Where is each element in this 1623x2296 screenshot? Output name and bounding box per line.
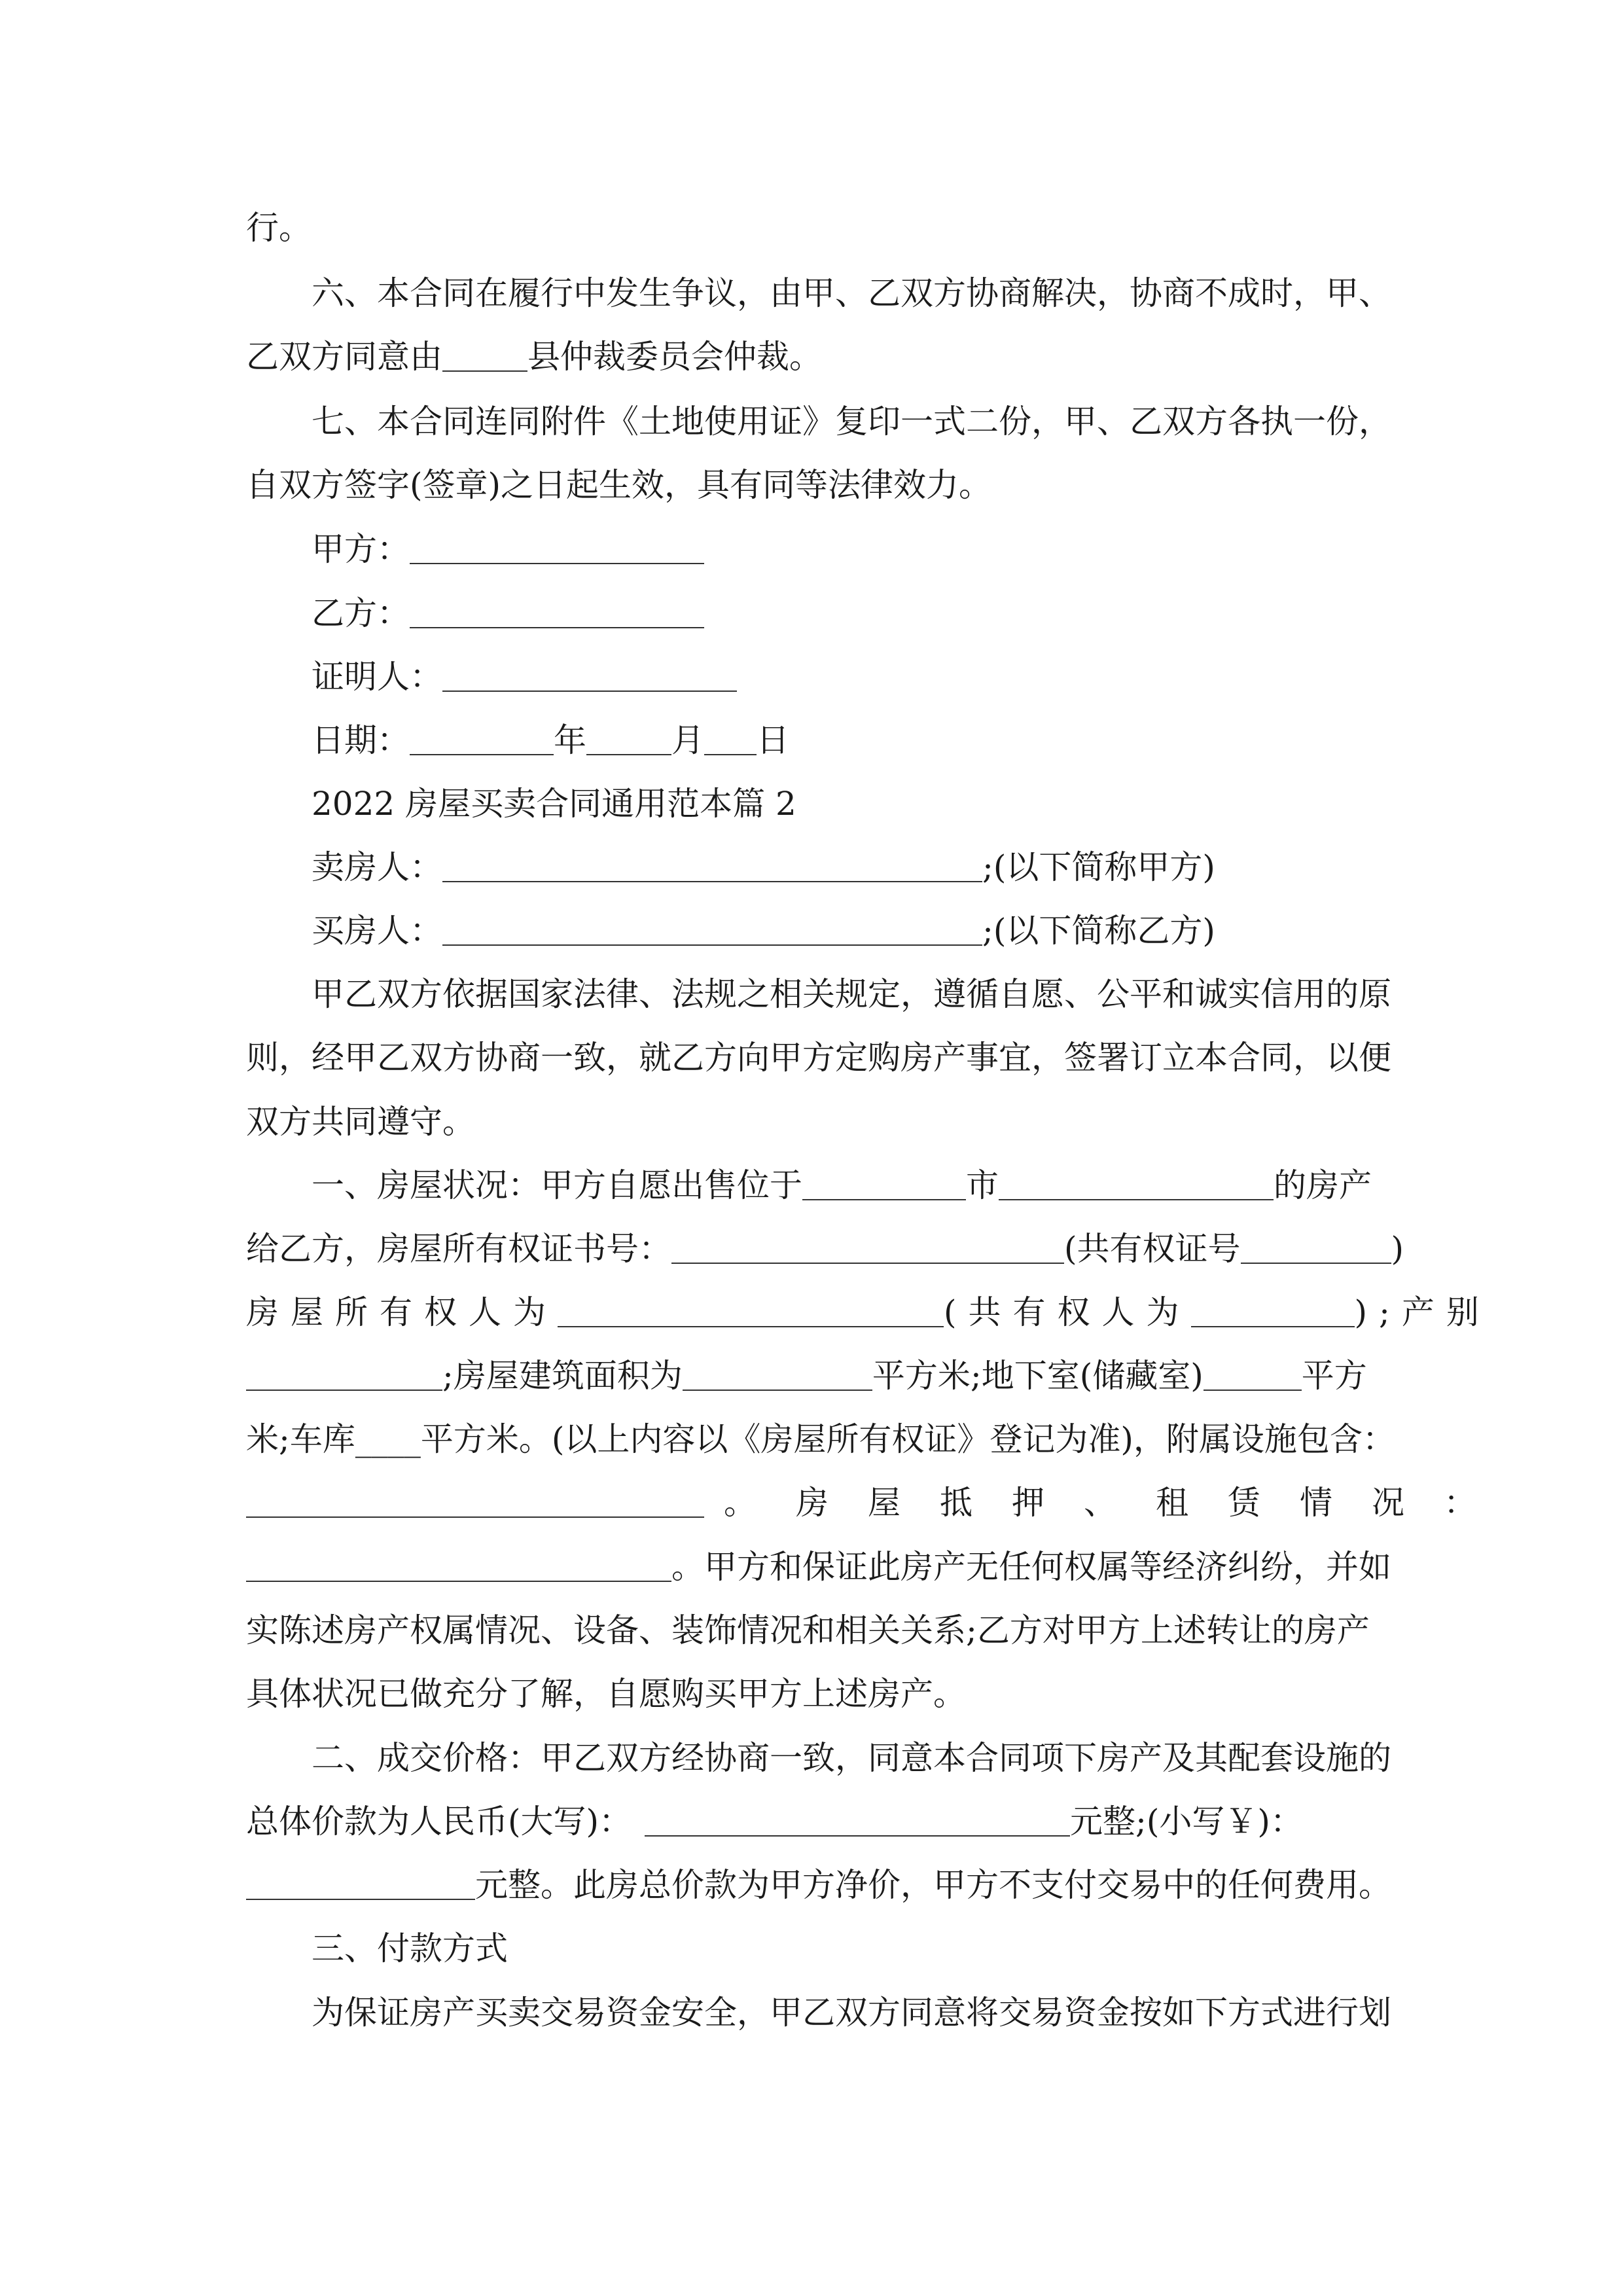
witness-label: 证明人： xyxy=(312,658,442,696)
year-label: 年 xyxy=(554,721,586,759)
address-field[interactable] xyxy=(999,1173,1274,1200)
text-segment: 总体价款为人民币(大写)： xyxy=(246,1803,632,1840)
party-b-label: 乙方： xyxy=(312,594,410,632)
text-segment: (共有权证号 xyxy=(1064,1230,1241,1268)
text-segment: 。房屋抵押、租赁情况： xyxy=(724,1484,1516,1522)
witness-signature-row xyxy=(312,658,1444,696)
floor-area-field[interactable] xyxy=(683,1363,872,1391)
seller-label: 卖房人： xyxy=(312,848,442,886)
text-segment: 平方 xyxy=(1301,1357,1367,1395)
city-field[interactable] xyxy=(802,1173,966,1200)
date-day-field[interactable] xyxy=(704,728,757,755)
buyer-note: ;(以下简称乙方) xyxy=(982,912,1215,950)
basement-area-field[interactable] xyxy=(1204,1363,1302,1391)
text-segment: 。甲方和保证此房产无任何权属等经济纠纷，并如 xyxy=(671,1548,1391,1586)
buyer-label: 买房人： xyxy=(312,912,442,950)
text-segment: (共有权人为 xyxy=(944,1293,1191,1331)
preamble-line-3: 双方共同遵守。 xyxy=(246,1103,475,1141)
text-segment: );产别 xyxy=(1354,1293,1491,1331)
party-a-label: 甲方： xyxy=(312,530,410,568)
property-status-line-5: 米;车库____平方米。(以上内容以《房屋所有权证》登记为准)，附属设施包含： xyxy=(246,1420,1395,1458)
preamble-line-2: 则，经甲乙双方协商一致，就乙方向甲方定购房产事宜，签署订立本合同，以便 xyxy=(246,1039,1391,1077)
date-row xyxy=(312,721,1444,759)
date-label: 日期： xyxy=(312,721,410,759)
price-clause-line: 二、成交价格：甲乙双方经协商一致，同意本合同项下房产及其配套设施的 xyxy=(312,1739,1391,1777)
buyer-name-field[interactable] xyxy=(442,918,982,946)
paragraph-line: 行。 xyxy=(246,209,312,247)
price-clause-line-3 xyxy=(246,1866,1391,1904)
price-uppercase-field[interactable] xyxy=(645,1809,1070,1837)
clause-seven-line: 七、本合同连同附件《土地使用证》复印一式二份，甲、乙双方各执一份， xyxy=(312,403,1391,440)
preamble-line: 甲乙双方依据国家法律、法规之相关规定，遵循自愿、公平和诚实信用的原 xyxy=(312,975,1391,1013)
day-label: 日 xyxy=(757,721,789,759)
blank-county-field[interactable] xyxy=(442,344,527,372)
text-segment: 元整;(小写￥)： xyxy=(1070,1803,1303,1840)
date-month-field[interactable] xyxy=(586,728,671,755)
certificate-number-field[interactable] xyxy=(671,1236,1064,1264)
price-numeric-field[interactable] xyxy=(246,1873,475,1900)
clause-six-line-2 xyxy=(246,338,1378,376)
party-b-signature-field[interactable] xyxy=(410,601,704,628)
text-segment: ;房屋建筑面积为 xyxy=(442,1357,683,1395)
month-label: 月 xyxy=(671,721,704,759)
property-status-line-4 xyxy=(246,1357,1378,1395)
property-status-line-8: 实陈述房产权属情况、设备、装饰情况和相关关系;乙方对甲方上述转让的房产 xyxy=(246,1611,1370,1649)
text-segment: ) xyxy=(1391,1230,1404,1268)
text-segment: 一、房屋状况：甲方自愿出售位于 xyxy=(312,1166,802,1204)
buyer-row xyxy=(312,912,1444,950)
payment-clause-line: 为保证房产买卖交易资金安全，甲乙双方同意将交易资金按如下方式进行划 xyxy=(312,1994,1391,2032)
party-a-signature-field[interactable] xyxy=(410,537,704,564)
co-ownership-certificate-field[interactable] xyxy=(1241,1236,1391,1264)
property-status-line-3 xyxy=(246,1293,1491,1331)
party-a-signature-row xyxy=(312,530,1444,568)
property-type-field[interactable] xyxy=(246,1363,442,1391)
text-segment: 的房产 xyxy=(1274,1166,1372,1204)
property-status-line-7 xyxy=(246,1548,1391,1586)
seller-note: ;(以下简称甲方) xyxy=(982,848,1215,886)
text-segment: 给乙方，房屋所有权证书号： xyxy=(246,1230,671,1268)
ancillary-facilities-field[interactable] xyxy=(246,1490,704,1518)
clause-seven-line-2: 自双方签字(签章)之日起生效，具有同等法律效力。 xyxy=(246,466,992,504)
seller-name-field[interactable] xyxy=(442,855,982,882)
text-segment: 元整。此房总价款为甲方净价，甲方不支付交易中的任何费用。 xyxy=(475,1866,1391,1904)
property-status-line xyxy=(312,1166,1444,1204)
mortgage-lease-field[interactable] xyxy=(246,1554,671,1582)
owner-field[interactable] xyxy=(558,1300,944,1327)
text-segment: 平方米;地下室(储藏室) xyxy=(872,1357,1204,1395)
seller-row xyxy=(312,848,1444,886)
section-title: 2022 房屋买卖合同通用范本篇 2 xyxy=(312,785,796,823)
co-owner-field[interactable] xyxy=(1191,1300,1355,1327)
text-segment: 市 xyxy=(966,1166,999,1204)
price-clause-line-2 xyxy=(246,1805,1378,1838)
text-segment: 房屋所有权人为 xyxy=(246,1293,558,1331)
property-status-line-6 xyxy=(246,1484,1516,1522)
party-b-signature-row xyxy=(312,594,1444,632)
date-year-field[interactable] xyxy=(410,728,554,755)
property-status-line-9: 具体状况已做充分了解，自愿购买甲方上述房产。 xyxy=(246,1675,966,1713)
clause-six-line: 六、本合同在履行中发生争议，由甲、乙双方协商解决，协商不成时，甲、 xyxy=(312,274,1391,312)
property-status-line-2 xyxy=(246,1230,1404,1268)
payment-heading: 三、付款方式 xyxy=(312,1929,508,1967)
witness-signature-field[interactable] xyxy=(442,664,737,692)
text-segment: 乙双方同意由 xyxy=(246,338,442,376)
text-segment: 县仲裁委员会仲裁。 xyxy=(527,338,822,376)
